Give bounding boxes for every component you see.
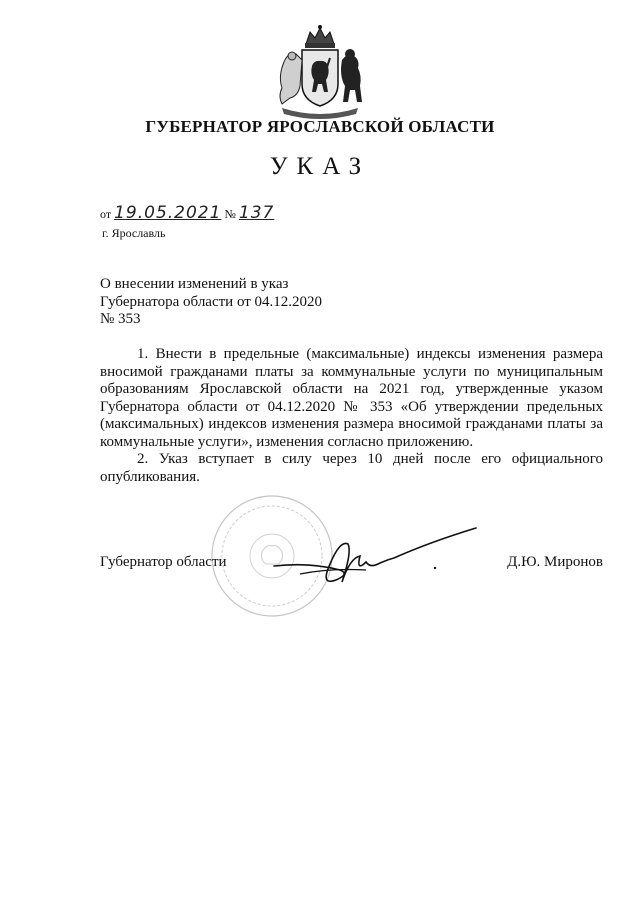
- signatory-position: Губернатор области: [100, 554, 227, 570]
- document-subject: [100, 276, 400, 329]
- subject-line: О внесении изменений в указ: [100, 276, 289, 292]
- coat-of-arms-icon: [272, 22, 368, 122]
- document-type: УКАЗ: [269, 153, 371, 180]
- signatory-name: Д.Ю. Миронов: [507, 554, 603, 570]
- issuing-authority: ГУБЕРНАТОР ЯРОСЛАВСКОЙ ОБЛАСТИ: [145, 117, 495, 136]
- subject-line: Губернатора области от 04.12.2020: [100, 293, 323, 310]
- date-prefix: от: [100, 207, 112, 221]
- handwritten-number: 137: [238, 203, 275, 223]
- subject-line: № 353: [100, 311, 141, 327]
- body-paragraph: 1. Внести в предельные (максимальные) индексы изменения размера вносимой гражданами платы за коммунальные услуги по муниципальным образованиям Ярославской области на 2021 год, утвержденные указом Губернатора области от 04.12.2020 № 353 «Об утверждении предельных (максимальных) индексов изменения размера вносимой гражданами платы за коммунальные услуги», изменения согласно приложению.: [100, 346, 603, 450]
- handwritten-signature: [270, 522, 480, 602]
- date-number-line: [100, 203, 274, 223]
- document-body: [100, 346, 603, 486]
- city: г. Ярославль: [102, 226, 166, 240]
- number-prefix: №: [224, 207, 236, 221]
- body-paragraph: 2. Указ вступает в силу через 10 дней после его официального опубликования.: [100, 451, 603, 485]
- handwritten-date: 19.05.2021: [114, 203, 222, 223]
